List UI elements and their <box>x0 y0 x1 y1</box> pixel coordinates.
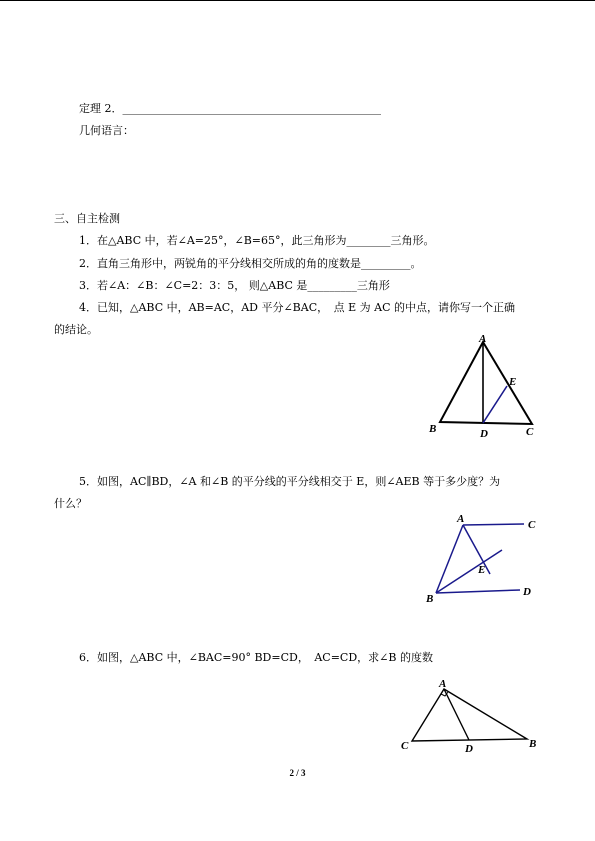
section-heading: 三、自主检测 <box>54 212 120 225</box>
theorem-2-blank: _______________________________________________ <box>122 102 381 115</box>
label-e: E <box>509 376 517 388</box>
label-c: C <box>401 740 409 752</box>
question-3: 3．若∠A：∠B：∠C=2：3：5， 则△ABC 是_________三角形 <box>79 279 390 292</box>
question-4-line-1: 4．已知，△ABC 中，AB=AC，AD 平分∠BAC， 点 E 为 AC 的中点，请你写一个正确 <box>79 301 516 314</box>
theorem-2-line <box>79 102 381 116</box>
segment-de <box>483 386 507 423</box>
question-4-line-2: 的结论。 <box>54 323 98 336</box>
label-a: A <box>439 678 447 690</box>
bisector-b <box>436 550 502 593</box>
line-bd <box>436 590 520 593</box>
theorem-2-label: 定理 2． <box>79 102 123 115</box>
top-rule <box>0 0 595 1</box>
geometry-language-label: 几何语言： <box>79 124 134 137</box>
label-a: A <box>479 333 487 345</box>
label-d: D <box>465 743 473 755</box>
label-b: B <box>429 423 437 435</box>
label-b: B <box>426 593 434 605</box>
line-ab <box>436 525 463 593</box>
label-b: B <box>529 738 537 750</box>
label-d: D <box>523 586 531 598</box>
question-1: 1．在△ABC 中，若∠A=25°，∠B=65°，此三角形为________三角形。 <box>79 234 435 247</box>
question-2: 2．直角三角形中，两锐角的平分线相交所成的角的度数是_________。 <box>79 257 422 270</box>
figure-3-right-triangle <box>395 672 545 762</box>
figure-1-triangle <box>420 330 545 445</box>
label-c: C <box>528 519 536 531</box>
question-5-line-2: 什么？ <box>54 497 87 510</box>
line-ac <box>463 524 524 525</box>
label-d: D <box>480 428 488 440</box>
label-c: C <box>526 426 534 438</box>
triangle-abc <box>440 342 532 424</box>
figure-2-parallel-lines <box>420 505 545 610</box>
question-6: 6．如图，△ABC 中，∠BAC=90° BD=CD， AC=CD，求∠B 的度数 <box>79 651 433 664</box>
page-number: 2 / 3 <box>289 768 306 778</box>
question-5-line-1: 5．如图，AC∥BD，∠A 和∠B 的平分线的平分线相交于 E，则∠AEB 等于多少度？为 <box>79 475 501 488</box>
label-a: A <box>457 513 465 525</box>
label-e: E <box>478 564 486 576</box>
triangle-abc <box>412 689 527 741</box>
